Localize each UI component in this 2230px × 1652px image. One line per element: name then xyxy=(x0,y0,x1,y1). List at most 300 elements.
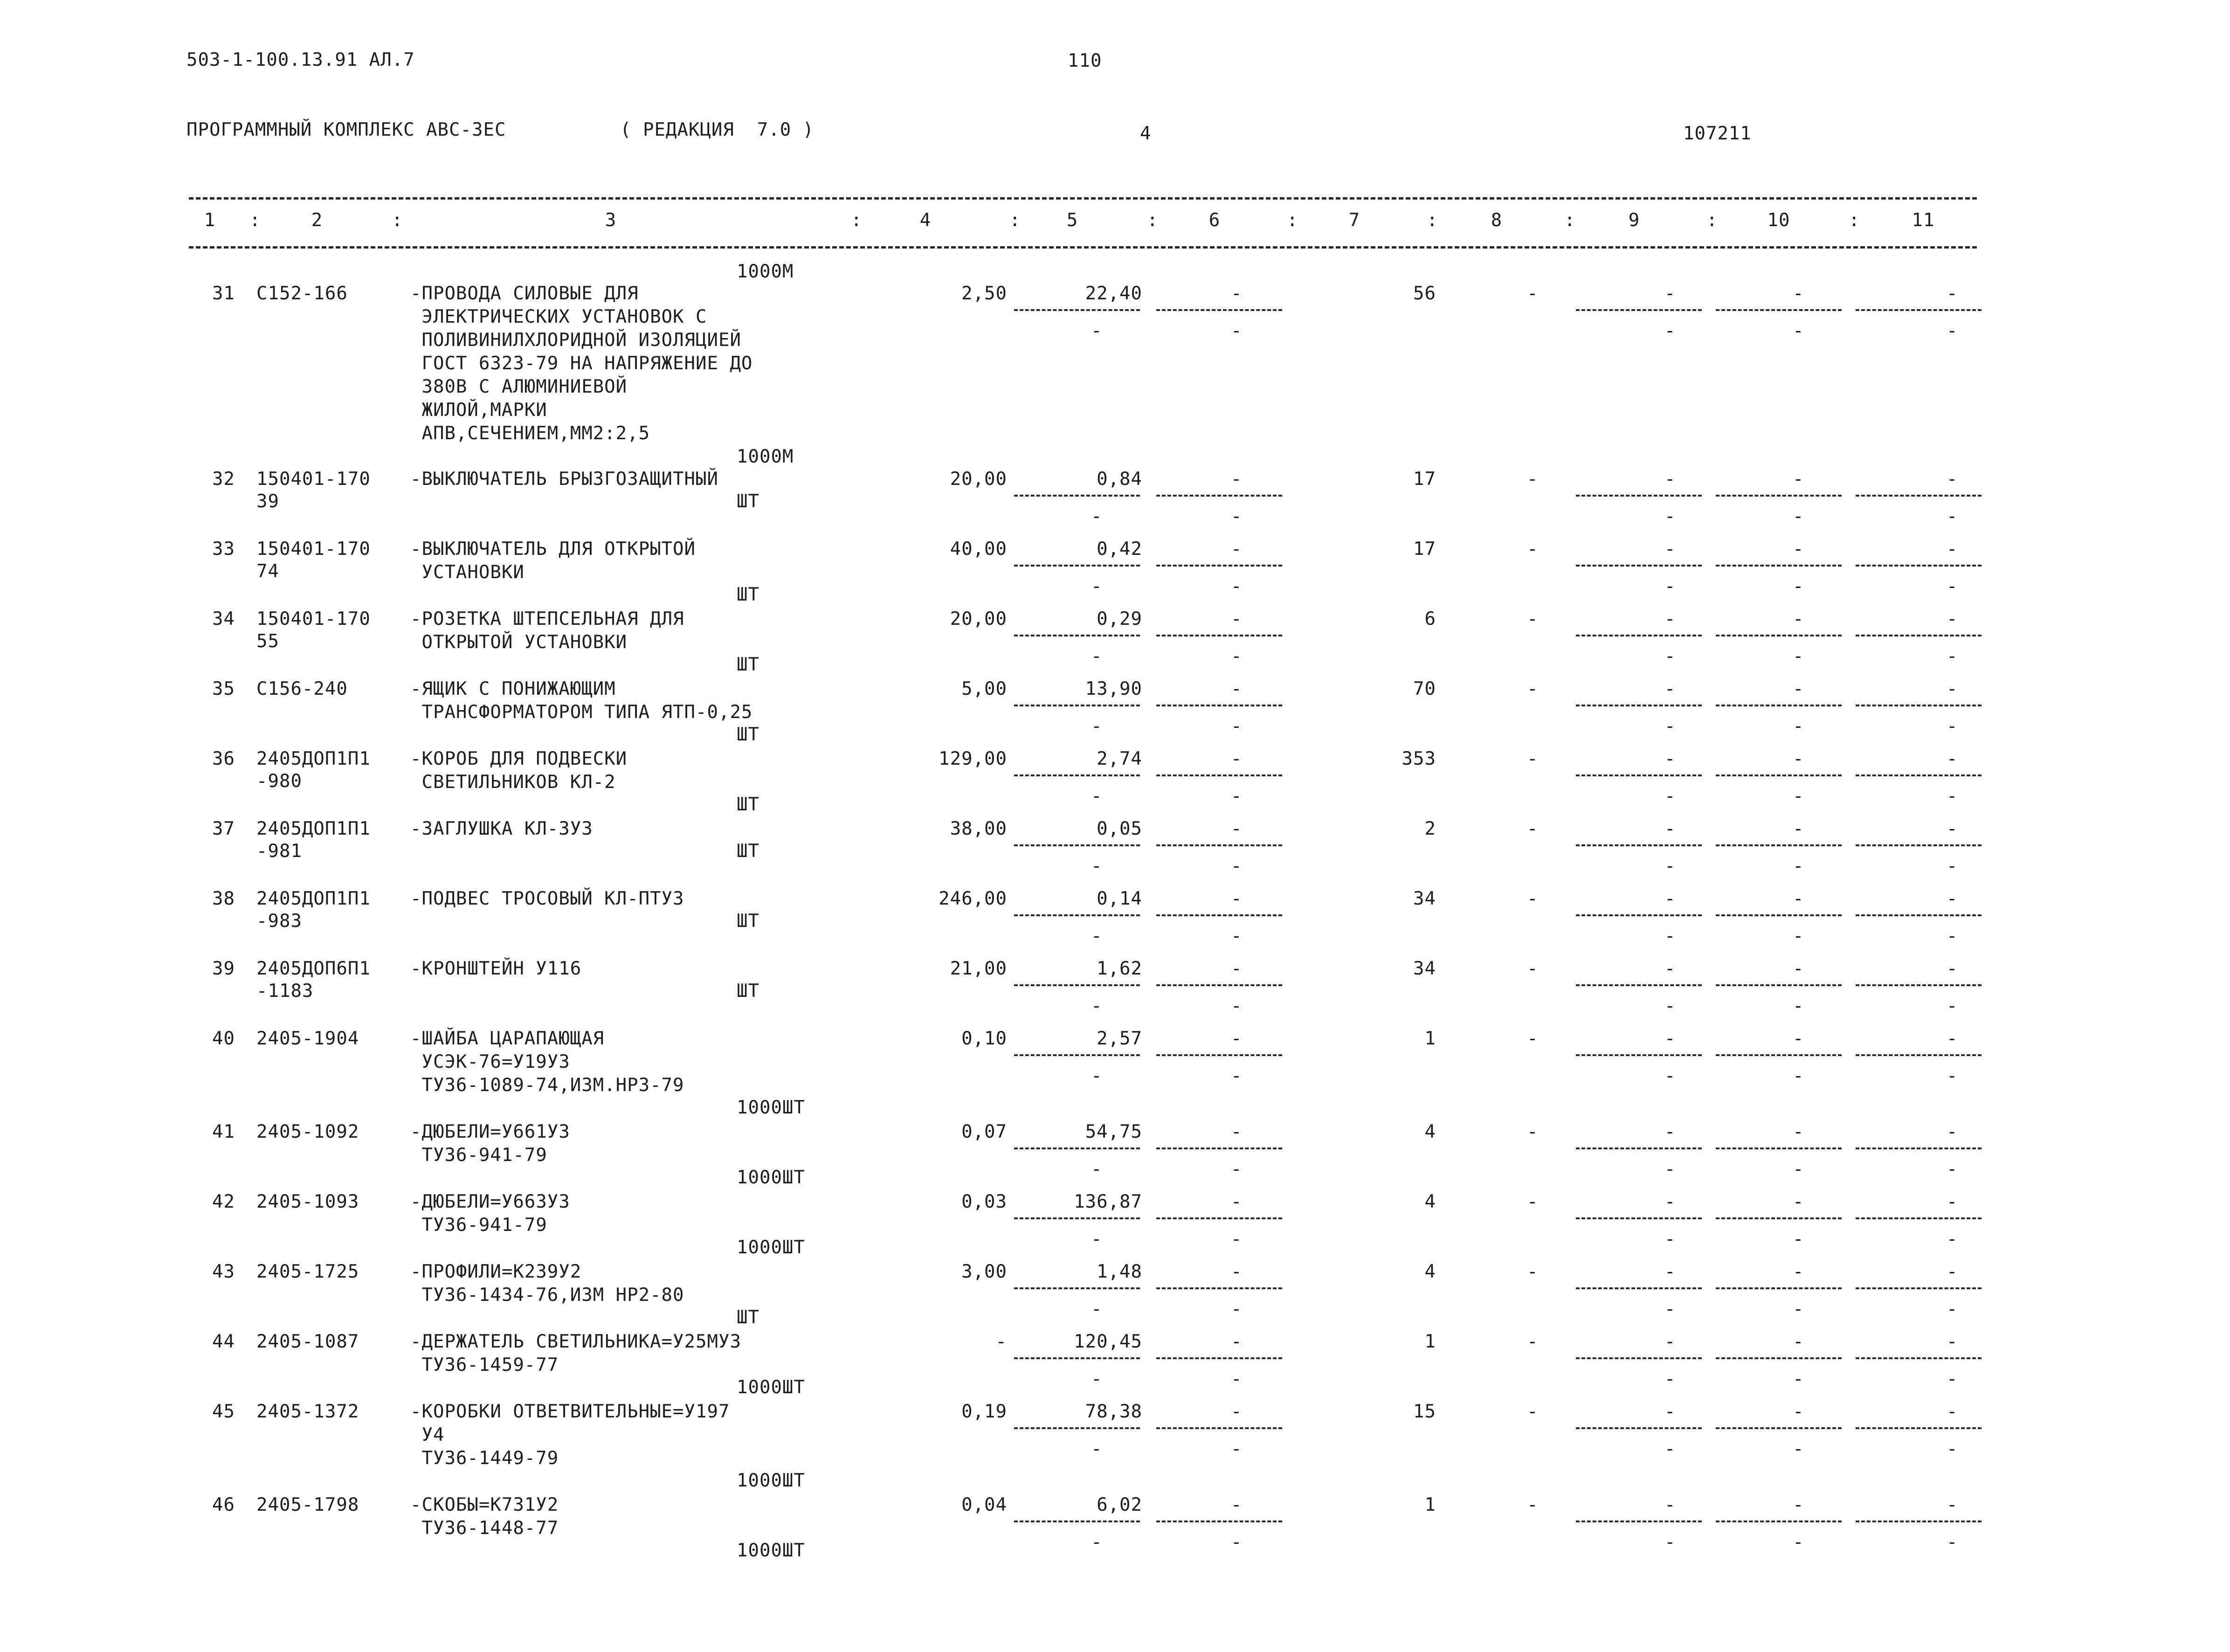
cell-underline xyxy=(1156,844,1282,846)
col8-dash: - xyxy=(1527,678,1539,699)
col6-dash: - xyxy=(1231,818,1243,839)
col10-sub-dash: - xyxy=(1793,1159,1804,1180)
col10-dash: - xyxy=(1793,1121,1804,1142)
total-value: 17 xyxy=(1413,539,1436,560)
total-value: 1 xyxy=(1424,1028,1436,1049)
cell-underline xyxy=(1716,1054,1842,1056)
row-number: 46 xyxy=(212,1494,235,1515)
item-name: -СКОБЫ=К731У2 ТУ36-1448-77 xyxy=(410,1494,559,1539)
col11-sub-dash: - xyxy=(1947,786,1958,807)
total-value: 34 xyxy=(1413,888,1436,909)
item-name: -ПОДВЕС ТРОСОВЫЙ КЛ-ПТУ3 xyxy=(410,888,684,909)
col6-sub-dash: - xyxy=(1231,1159,1243,1180)
col5-sub-dash: - xyxy=(1091,576,1103,597)
item-code-suffix: -981 xyxy=(256,841,302,862)
col10-dash: - xyxy=(1793,608,1804,629)
item-code: С152-166 xyxy=(256,283,348,304)
item-name: -ДЮБЕЛИ=У663У3 ТУ36-941-79 xyxy=(410,1191,570,1236)
row-number: 40 xyxy=(212,1028,235,1049)
col9-sub-dash: - xyxy=(1664,646,1676,667)
item-code: С156-240 xyxy=(256,678,348,699)
col5-sub-dash: - xyxy=(1091,506,1103,527)
cell-underline xyxy=(1576,1147,1702,1149)
table-row xyxy=(0,957,2230,1023)
col6-sub-dash: - xyxy=(1231,1369,1243,1389)
col10-dash: - xyxy=(1793,818,1804,839)
col8-dash: - xyxy=(1527,748,1539,769)
item-code: 150401-170 xyxy=(256,469,371,490)
col6-dash: - xyxy=(1231,678,1243,699)
col11-dash: - xyxy=(1947,748,1958,769)
column-separator: : xyxy=(1564,210,1576,231)
quantity-value: 3,00 xyxy=(961,1261,1007,1282)
table-row xyxy=(0,1190,2230,1256)
col10-sub-dash: - xyxy=(1793,786,1804,807)
cell-underline xyxy=(1576,309,1702,311)
cell-underline xyxy=(1576,1357,1702,1359)
col8-dash: - xyxy=(1527,1261,1539,1282)
unit-of-measure: ШТ xyxy=(737,654,759,675)
column-separator: : xyxy=(1706,210,1718,231)
col10-dash: - xyxy=(1793,958,1804,979)
col11-sub-dash: - xyxy=(1947,856,1958,877)
cell-underline xyxy=(1014,495,1140,497)
column-header-11: 11 xyxy=(1912,210,1935,231)
col8-dash: - xyxy=(1527,608,1539,629)
col9-sub-dash: - xyxy=(1664,856,1676,877)
col8-dash: - xyxy=(1527,469,1539,490)
unit-of-measure: 1000ШТ xyxy=(737,1470,805,1491)
col10-sub-dash: - xyxy=(1793,506,1804,527)
item-name: -ШАЙБА ЦАРАПАЮЩАЯ УСЭК-76=У19У3 ТУ36-1089-74,ИЗМ.НР3-79 xyxy=(410,1028,684,1096)
unit-price-value: 22,40 xyxy=(1085,283,1142,304)
item-code-suffix: -1183 xyxy=(256,981,314,1002)
cell-underline xyxy=(1014,309,1140,311)
total-value: 6 xyxy=(1424,608,1436,629)
col6-dash: - xyxy=(1231,888,1243,909)
cell-underline xyxy=(1014,565,1140,567)
col11-dash: - xyxy=(1947,1331,1958,1352)
cell-underline xyxy=(1576,914,1702,916)
quantity-value: 2,50 xyxy=(961,283,1007,304)
col5-sub-dash: - xyxy=(1091,786,1103,807)
cell-underline xyxy=(1156,309,1282,311)
table-row xyxy=(0,1260,2230,1326)
col6-dash: - xyxy=(1231,1191,1243,1212)
unit-of-measure: ШТ xyxy=(737,491,759,512)
unit-price-value: 54,75 xyxy=(1085,1121,1142,1142)
col11-dash: - xyxy=(1947,469,1958,490)
cell-underline xyxy=(1716,914,1842,916)
col10-dash: - xyxy=(1793,1191,1804,1212)
row-number: 39 xyxy=(212,958,235,979)
doc-code: 107211 xyxy=(1683,123,1752,144)
table-row xyxy=(0,1330,2230,1396)
unit-price-value: 78,38 xyxy=(1085,1401,1142,1422)
cell-underline xyxy=(1716,309,1842,311)
quantity-value: 0,10 xyxy=(961,1028,1007,1049)
col10-dash: - xyxy=(1793,1494,1804,1515)
row-number: 32 xyxy=(212,469,235,490)
col6-sub-dash: - xyxy=(1231,506,1243,527)
cell-underline xyxy=(1156,1147,1282,1149)
col6-sub-dash: - xyxy=(1231,1065,1243,1086)
col11-sub-dash: - xyxy=(1947,646,1958,667)
col11-sub-dash: - xyxy=(1947,1159,1958,1180)
col6-sub-dash: - xyxy=(1231,856,1243,877)
col6-dash: - xyxy=(1231,608,1243,629)
item-code: 2405ДОП1П1 xyxy=(256,748,371,769)
header-rule-top xyxy=(189,197,1977,200)
col11-sub-dash: - xyxy=(1947,716,1958,737)
unit-label-top: 1000М xyxy=(737,261,794,282)
col9-dash: - xyxy=(1664,1191,1676,1212)
table-row xyxy=(0,1120,2230,1186)
table-row xyxy=(0,468,2230,533)
col11-sub-dash: - xyxy=(1947,926,1958,947)
item-code-suffix: 39 xyxy=(256,491,279,512)
item-name: -ВЫКЛЮЧАТЕЛЬ БРЫЗГОЗАЩИТНЫЙ xyxy=(410,469,718,490)
unit-of-measure: ШТ xyxy=(737,911,759,932)
col10-dash: - xyxy=(1793,748,1804,769)
col11-dash: - xyxy=(1947,283,1958,304)
quantity-value: 0,07 xyxy=(961,1121,1007,1142)
table-row xyxy=(0,1493,2230,1559)
col6-sub-dash: - xyxy=(1231,320,1243,341)
column-separator: : xyxy=(1849,210,1860,231)
item-name: -КРОНШТЕЙН У116 xyxy=(410,958,582,979)
sheet-part: 4 xyxy=(1140,123,1152,144)
item-code: 2405-1092 xyxy=(256,1121,359,1142)
row-number: 36 xyxy=(212,748,235,769)
col9-dash: - xyxy=(1664,958,1676,979)
unit-price-value: 0,42 xyxy=(1097,539,1142,560)
col11-sub-dash: - xyxy=(1947,1299,1958,1320)
column-header-10: 10 xyxy=(1767,210,1790,231)
col9-sub-dash: - xyxy=(1664,1299,1676,1320)
cell-underline xyxy=(1576,635,1702,636)
col5-sub-dash: - xyxy=(1091,1229,1103,1250)
col9-sub-dash: - xyxy=(1664,1159,1676,1180)
header-rule-bottom xyxy=(189,246,1977,249)
cell-underline xyxy=(1576,1217,1702,1219)
col6-sub-dash: - xyxy=(1231,646,1243,667)
unit-of-measure: ШТ xyxy=(737,584,759,605)
total-value: 70 xyxy=(1413,678,1436,699)
page-number: 110 xyxy=(1068,50,1102,71)
cell-underline xyxy=(1156,1287,1282,1289)
col11-dash: - xyxy=(1947,1191,1958,1212)
item-name: -ЗАГЛУШКА КЛ-3У3 xyxy=(410,818,593,839)
cell-underline xyxy=(1856,1147,1981,1149)
col10-sub-dash: - xyxy=(1793,1065,1804,1086)
cell-underline xyxy=(1156,1521,1282,1522)
column-header-2: 2 xyxy=(311,210,323,231)
col10-sub-dash: - xyxy=(1793,995,1804,1016)
col6-dash: - xyxy=(1231,1494,1243,1515)
item-code: 2405-1093 xyxy=(256,1191,359,1212)
row-number: 34 xyxy=(212,608,235,629)
col6-dash: - xyxy=(1231,469,1243,490)
row-number: 38 xyxy=(212,888,235,909)
quantity-value: 5,00 xyxy=(961,678,1007,699)
col6-dash: - xyxy=(1231,1261,1243,1282)
column-separator: : xyxy=(1427,210,1438,231)
cell-underline xyxy=(1716,565,1842,567)
unit-price-value: 1,62 xyxy=(1097,958,1142,979)
column-header-7: 7 xyxy=(1348,210,1360,231)
total-value: 34 xyxy=(1413,958,1436,979)
col5-sub-dash: - xyxy=(1091,716,1103,737)
cell-underline xyxy=(1576,565,1702,567)
column-separator: : xyxy=(392,210,403,231)
col8-dash: - xyxy=(1527,888,1539,909)
col8-dash: - xyxy=(1527,818,1539,839)
cell-underline xyxy=(1014,1054,1140,1056)
col10-sub-dash: - xyxy=(1793,1438,1804,1459)
col11-sub-dash: - xyxy=(1947,1369,1958,1389)
item-code: 150401-170 xyxy=(256,539,371,560)
cell-underline xyxy=(1856,635,1981,636)
quantity-value: 20,00 xyxy=(950,608,1007,629)
program-title: ПРОГРАММНЫЙ КОМПЛЕКС АВС-3ЕС xyxy=(186,119,506,140)
col9-sub-dash: - xyxy=(1664,1532,1676,1553)
col9-dash: - xyxy=(1664,1401,1676,1422)
column-header-3: 3 xyxy=(605,210,617,231)
total-value: 56 xyxy=(1413,283,1436,304)
cell-underline xyxy=(1716,1147,1842,1149)
total-value: 15 xyxy=(1413,1401,1436,1422)
col9-sub-dash: - xyxy=(1664,576,1676,597)
unit-of-measure: ШТ xyxy=(737,841,759,862)
row-number: 43 xyxy=(212,1261,235,1282)
col6-dash: - xyxy=(1231,283,1243,304)
cell-underline xyxy=(1856,984,1981,986)
col6-sub-dash: - xyxy=(1231,1532,1243,1553)
quantity-value: 38,00 xyxy=(950,818,1007,839)
cell-underline xyxy=(1576,495,1702,497)
col6-sub-dash: - xyxy=(1231,576,1243,597)
col10-sub-dash: - xyxy=(1793,1299,1804,1320)
unit-of-measure: 1000ШТ xyxy=(737,1237,805,1258)
col9-dash: - xyxy=(1664,469,1676,490)
col10-sub-dash: - xyxy=(1793,716,1804,737)
col9-sub-dash: - xyxy=(1664,786,1676,807)
cell-underline xyxy=(1716,635,1842,636)
item-code: 2405ДОП6П1 xyxy=(256,958,371,979)
quantity-value: 129,00 xyxy=(939,748,1007,769)
cell-underline xyxy=(1014,1217,1140,1219)
item-code: 2405-1798 xyxy=(256,1494,359,1515)
column-separator: : xyxy=(1147,210,1159,231)
cell-underline xyxy=(1156,565,1282,567)
col11-sub-dash: - xyxy=(1947,320,1958,341)
cell-underline xyxy=(1716,1217,1842,1219)
cell-underline xyxy=(1014,984,1140,986)
column-header-1: 1 xyxy=(204,210,216,231)
item-code-suffix: 55 xyxy=(256,631,279,652)
cell-underline xyxy=(1856,495,1981,497)
quantity-value: 21,00 xyxy=(950,958,1007,979)
quantity-value: 40,00 xyxy=(950,539,1007,560)
col10-sub-dash: - xyxy=(1793,1229,1804,1250)
item-code-suffix: -983 xyxy=(256,911,302,932)
col6-sub-dash: - xyxy=(1231,1229,1243,1250)
col6-sub-dash: - xyxy=(1231,995,1243,1016)
col9-dash: - xyxy=(1664,748,1676,769)
unit-price-value: 6,02 xyxy=(1097,1494,1142,1515)
col9-dash: - xyxy=(1664,1028,1676,1049)
column-separator: : xyxy=(1009,210,1021,231)
col8-dash: - xyxy=(1527,958,1539,979)
column-separator: : xyxy=(249,210,261,231)
cell-underline xyxy=(1156,1217,1282,1219)
quantity-value: 0,04 xyxy=(961,1494,1007,1515)
unit-price-value: 2,74 xyxy=(1097,748,1142,769)
col6-dash: - xyxy=(1231,539,1243,560)
quantity-value: 0,03 xyxy=(961,1191,1007,1212)
unit-of-measure: ШТ xyxy=(737,981,759,1002)
row-number: 41 xyxy=(212,1121,235,1142)
table-row xyxy=(0,747,2230,813)
item-code: 2405-1087 xyxy=(256,1331,359,1352)
cell-underline xyxy=(1856,309,1981,311)
cell-underline xyxy=(1014,914,1140,916)
cell-underline xyxy=(1716,984,1842,986)
total-value: 1 xyxy=(1424,1494,1436,1515)
col10-sub-dash: - xyxy=(1793,856,1804,877)
cell-underline xyxy=(1156,1357,1282,1359)
col6-dash: - xyxy=(1231,1028,1243,1049)
cell-underline xyxy=(1576,844,1702,846)
cell-underline xyxy=(1014,844,1140,846)
col11-dash: - xyxy=(1947,1121,1958,1142)
col8-dash: - xyxy=(1527,1401,1539,1422)
cell-underline xyxy=(1716,1357,1842,1359)
cell-underline xyxy=(1856,844,1981,846)
cell-underline xyxy=(1716,774,1842,776)
col6-sub-dash: - xyxy=(1231,1438,1243,1459)
cell-underline xyxy=(1014,1521,1140,1522)
total-value: 4 xyxy=(1424,1261,1436,1282)
unit-price-value: 13,90 xyxy=(1085,678,1142,699)
cell-underline xyxy=(1716,1521,1842,1522)
total-value: 17 xyxy=(1413,469,1436,490)
cell-underline xyxy=(1716,1427,1842,1429)
col5-sub-dash: - xyxy=(1091,856,1103,877)
quantity-value: - xyxy=(995,1331,1007,1352)
quantity-value: 246,00 xyxy=(939,888,1007,909)
doc-reference: 503-1-100.13.91 АЛ.7 xyxy=(186,49,415,70)
col11-dash: - xyxy=(1947,678,1958,699)
col5-sub-dash: - xyxy=(1091,320,1103,341)
cell-underline xyxy=(1156,495,1282,497)
col6-dash: - xyxy=(1231,1331,1243,1352)
col11-dash: - xyxy=(1947,958,1958,979)
row-number: 37 xyxy=(212,818,235,839)
col6-sub-dash: - xyxy=(1231,926,1243,947)
row-number: 42 xyxy=(212,1191,235,1212)
col10-dash: - xyxy=(1793,888,1804,909)
table-row xyxy=(0,677,2230,743)
quantity-value: 0,19 xyxy=(961,1401,1007,1422)
cell-underline xyxy=(1576,774,1702,776)
col10-dash: - xyxy=(1793,1261,1804,1282)
col9-dash: - xyxy=(1664,678,1676,699)
cell-underline xyxy=(1156,984,1282,986)
col10-dash: - xyxy=(1793,283,1804,304)
cell-underline xyxy=(1856,1054,1981,1056)
item-name: -ПРОФИЛИ=К239У2 ТУ36-1434-76,ИЗМ НР2-80 xyxy=(410,1261,684,1306)
col10-dash: - xyxy=(1793,539,1804,560)
col11-sub-dash: - xyxy=(1947,995,1958,1016)
cell-underline xyxy=(1014,705,1140,706)
cell-underline xyxy=(1856,1521,1981,1522)
table-row xyxy=(0,282,2230,467)
col9-dash: - xyxy=(1664,1331,1676,1352)
table-row xyxy=(0,1400,2230,1491)
col10-sub-dash: - xyxy=(1793,320,1804,341)
column-header-5: 5 xyxy=(1066,210,1078,231)
col10-dash: - xyxy=(1793,469,1804,490)
unit-price-value: 2,57 xyxy=(1097,1028,1142,1049)
column-separator: : xyxy=(851,210,863,231)
col10-dash: - xyxy=(1793,678,1804,699)
col11-dash: - xyxy=(1947,888,1958,909)
unit-price-value: 0,05 xyxy=(1097,818,1142,839)
cell-underline xyxy=(1716,705,1842,706)
unit-of-measure: 1000ШТ xyxy=(737,1377,805,1398)
cell-underline xyxy=(1856,1217,1981,1219)
col9-sub-dash: - xyxy=(1664,926,1676,947)
col6-sub-dash: - xyxy=(1231,1299,1243,1320)
total-value: 1 xyxy=(1424,1331,1436,1352)
col6-dash: - xyxy=(1231,1401,1243,1422)
cell-underline xyxy=(1156,635,1282,636)
col5-sub-dash: - xyxy=(1091,926,1103,947)
cell-underline xyxy=(1576,1054,1702,1056)
cell-underline xyxy=(1856,705,1981,706)
col11-dash: - xyxy=(1947,608,1958,629)
col11-dash: - xyxy=(1947,1494,1958,1515)
cell-underline xyxy=(1716,1287,1842,1289)
col8-dash: - xyxy=(1527,1121,1539,1142)
unit-price-value: 120,45 xyxy=(1074,1331,1142,1352)
col5-sub-dash: - xyxy=(1091,1438,1103,1459)
cell-underline xyxy=(1716,844,1842,846)
unit-of-measure: 1000ШТ xyxy=(737,1167,805,1188)
cell-underline xyxy=(1856,1427,1981,1429)
col6-sub-dash: - xyxy=(1231,786,1243,807)
col11-dash: - xyxy=(1947,818,1958,839)
col10-dash: - xyxy=(1793,1401,1804,1422)
row-number: 45 xyxy=(212,1401,235,1422)
total-value: 353 xyxy=(1402,748,1436,769)
unit-of-measure: ШТ xyxy=(737,724,759,745)
col9-dash: - xyxy=(1664,539,1676,560)
col8-dash: - xyxy=(1527,1028,1539,1049)
col11-sub-dash: - xyxy=(1947,576,1958,597)
col10-sub-dash: - xyxy=(1793,926,1804,947)
unit-price-value: 136,87 xyxy=(1074,1191,1142,1212)
col5-sub-dash: - xyxy=(1091,1299,1103,1320)
cell-underline xyxy=(1014,1427,1140,1429)
col6-dash: - xyxy=(1231,958,1243,979)
col5-sub-dash: - xyxy=(1091,1065,1103,1086)
row-number: 31 xyxy=(212,283,235,304)
cell-underline xyxy=(1576,705,1702,706)
col9-sub-dash: - xyxy=(1664,1438,1676,1459)
